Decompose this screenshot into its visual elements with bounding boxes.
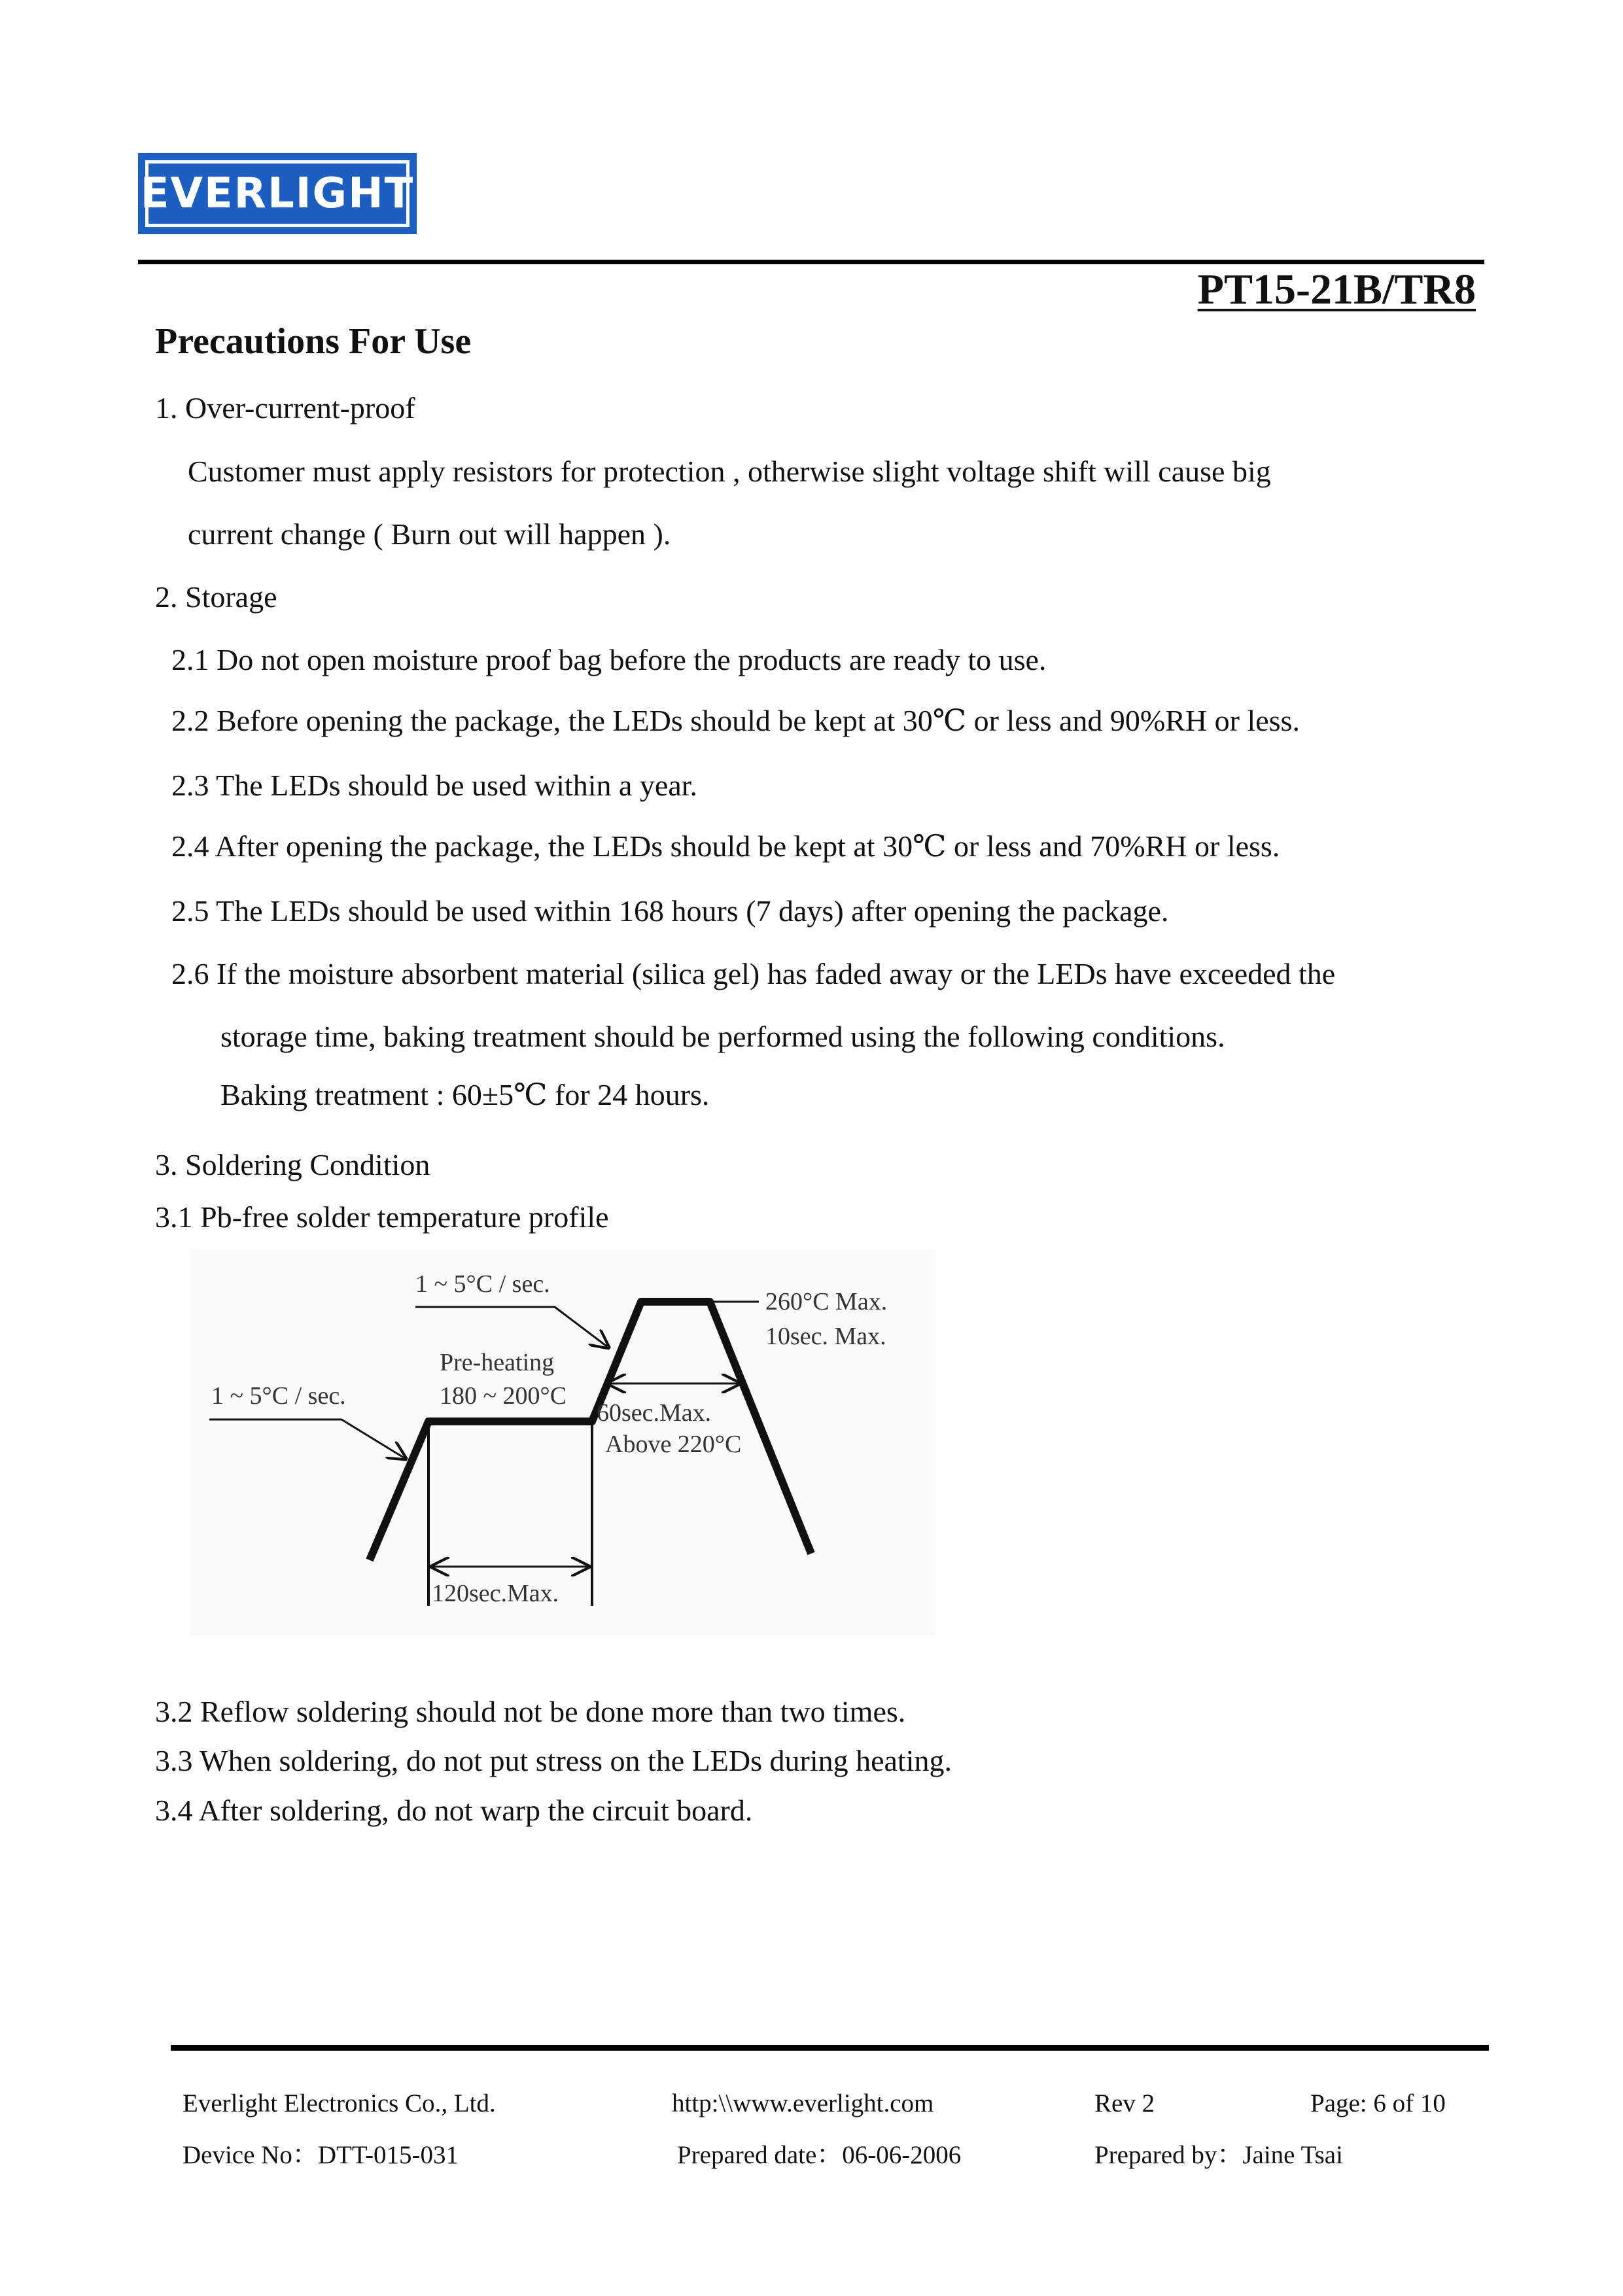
reflow-above-label: Above 220°C [605, 1431, 742, 1458]
item-3-1: 3.1 Pb-free solder temperature profile [155, 1200, 609, 1234]
footer-rule [171, 2045, 1489, 2051]
item-3-3: 3.3 When soldering, do not put stress on the LEDs during heating. [155, 1744, 952, 1777]
item-2-6-line1: 2.6 If the moisture absorbent material (silica gel) has faded away or the LEDs have exceeded the [171, 957, 1336, 990]
everlight-logo [138, 153, 417, 234]
ramp-rate-top-label: 1 ~ 5°C / sec. [415, 1270, 550, 1298]
logo-text: EVERLIGHT [140, 169, 415, 218]
footer-prepared-date: Prepared date：06-06-2006 [677, 2141, 962, 2169]
footer-page-number: Page: 6 of 10 [1310, 2089, 1446, 2117]
ramp-rate-left-label: 1 ~ 5°C / sec. [211, 1382, 346, 1410]
peak-time-label: 10sec. Max. [765, 1323, 886, 1350]
item-3-4: 3.4 After soldering, do not warp the circuit board. [155, 1794, 753, 1827]
logo-frame [140, 160, 415, 227]
footer-company: Everlight Electronics Co., Ltd. [183, 2089, 496, 2117]
footer-prepared-by: Prepared by：Jaine Tsai [1094, 2141, 1343, 2169]
footer-revision: Rev 2 [1094, 2089, 1155, 2117]
peak-temperature-label: 260°C Max. [765, 1288, 888, 1315]
preheat-label: Pre-heating [440, 1349, 555, 1376]
item-2-2: 2.2 Before opening the package, the LEDs should be kept at 30℃ or less and 90%RH or less. [171, 704, 1300, 737]
footer-device-number: Device No：DTT-015-031 [183, 2141, 459, 2169]
footer-url[interactable]: http:\\www.everlight.com [672, 2089, 934, 2117]
item-2-title: 2. Storage [155, 580, 277, 614]
section-title: Precautions For Use [155, 321, 472, 362]
item-2-6-line3: Baking treatment : 60±5℃ for 24 hours. [220, 1078, 710, 1111]
preheat-range-label: 180 ~ 200°C [440, 1382, 567, 1410]
item-1-text-line2: current change ( Burn out will happen ). [188, 517, 671, 551]
item-2-6-line2: storage time, baking treatment should be performed using the following conditions. [220, 1020, 1225, 1053]
item-1-title: 1. Over-current-proof [155, 391, 415, 425]
preheat-time-label: 120sec.Max. [432, 1580, 559, 1607]
item-2-3: 2.3 The LEDs should be used within a year. [171, 769, 698, 802]
item-3-title: 3. Soldering Condition [155, 1148, 430, 1181]
item-2-5: 2.5 The LEDs should be used within 168 hours (7 days) after opening the package. [171, 894, 1169, 928]
item-2-1: 2.1 Do not open moisture proof bag before the products are ready to use. [171, 643, 1047, 676]
reflow-time-label: 60sec.Max. [597, 1399, 712, 1427]
item-3-2: 3.2 Reflow soldering should not be done more than two times. [155, 1695, 906, 1728]
item-2-4: 2.4 After opening the package, the LEDs should be kept at 30℃ or less and 70%RH or less. [171, 829, 1280, 863]
header-rule [138, 260, 1484, 264]
solder-temperature-profile-diagram [190, 1249, 935, 1642]
item-1-text-line1: Customer must apply resistors for protection , otherwise slight voltage shift will cause big [188, 455, 1271, 488]
part-number: PT15-21B/TR8 [1197, 266, 1476, 313]
